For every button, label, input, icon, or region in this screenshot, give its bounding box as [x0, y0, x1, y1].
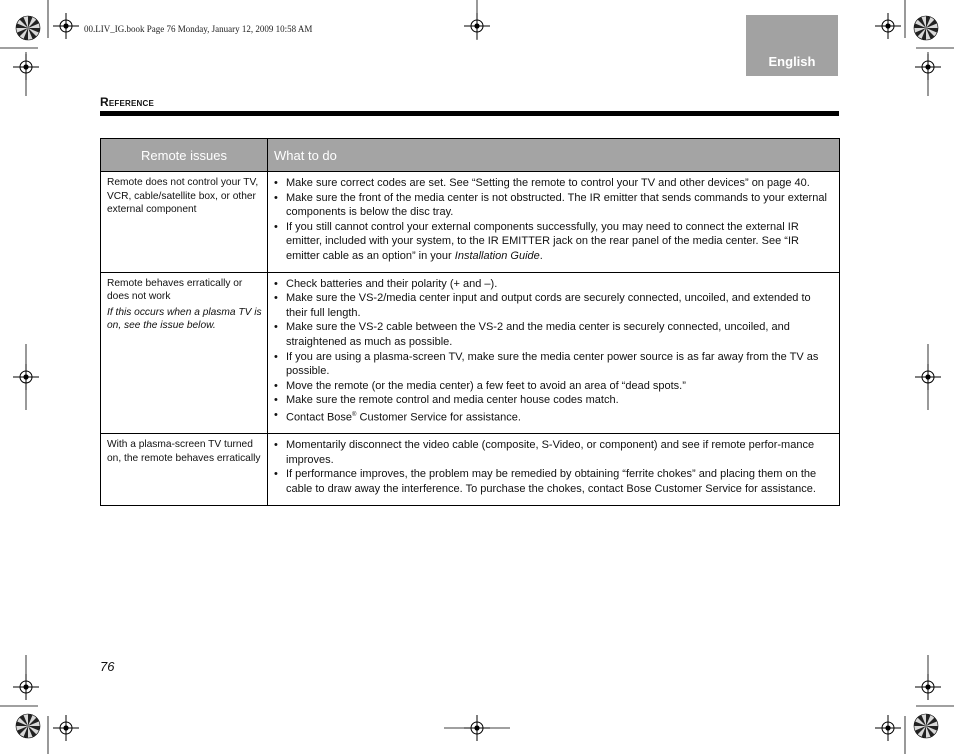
actions-cell [268, 272, 840, 434]
list-item: • Momentarily disconnect the video cable (composite, S-Video, or component) and see if remote perfor-mance improves. [274, 438, 833, 467]
list-item: • Make sure the remote control and media center house codes match. [274, 393, 833, 408]
section-title: Reference [100, 95, 155, 109]
list-item: • Move the remote (or the media center) a few feet to avoid an area of “dead spots.” [274, 379, 833, 394]
action-text-end: Customer Service for assistance. [356, 411, 521, 424]
language-tab [746, 15, 838, 76]
list-item: • Make sure correct codes are set. See “Setting the remote to control your TV and other devices” on page 40. [274, 176, 833, 191]
actions-cell [268, 172, 840, 273]
column-header-remote-issues: Remote issues [101, 139, 268, 172]
list-item: • If you are using a plasma-screen TV, make sure the media center power source is as far away from the TV as possible. [274, 350, 833, 379]
action-text: If you still cannot control your external components successfully, you may need to connect the external IR emitter, included with your system, to the IR EMITTER jack on the rear panel of the media center. See “IR emitter cable as an option” in your [286, 220, 799, 262]
issue-cell [101, 272, 268, 434]
issue-text: With a plasma-screen TV turned on, the remote behaves erratically [107, 439, 261, 464]
section-rule [100, 111, 839, 116]
list-item: • Make sure the VS-2/media center input and output cords are securely connected, uncoiled, and extended to their full length. [274, 291, 833, 320]
language-tab-label: English [768, 54, 816, 69]
action-text-end: . [539, 249, 543, 262]
action-list [274, 438, 833, 496]
list-item [274, 220, 833, 264]
issue-cell [101, 434, 268, 505]
file-info-slug: 00.LIV_IG.book Page 76 Monday, January 12, 2009 10:58 AM [84, 24, 313, 34]
issue-text: Remote behaves erratically or does not work [107, 277, 243, 303]
troubleshooting-table [100, 138, 840, 506]
issue-cell [101, 172, 268, 273]
actions-cell [268, 434, 840, 505]
issue-note: If this occurs when a plasma TV is on, see the issue below. [107, 306, 262, 332]
table-row [101, 172, 840, 273]
table-row [101, 272, 840, 434]
guide-title: Installation Guide [454, 249, 540, 262]
column-header-what-to-do: What to do [268, 139, 840, 172]
table-row [101, 434, 840, 505]
issue-text: Remote does not control your TV, VCR, cable/satellite box, or other external component [107, 177, 259, 215]
action-list [274, 176, 833, 264]
list-item: • Make sure the VS-2 cable between the VS-2 and the media center is securely connected, uncoiled, and straightened as much as possible. [274, 320, 833, 349]
table-header-row [101, 139, 840, 172]
action-list [274, 277, 833, 426]
list-item [274, 408, 833, 425]
list-item: • If performance improves, the problem may be remedied by obtaining “ferrite chokes” and placing them on the cable to draw away the interference. To purchase the chokes, contact Bose Customer Service for assistance. [274, 467, 833, 496]
list-item: • Check batteries and their polarity (+ and –). [274, 277, 833, 292]
registered-mark: ® [352, 411, 357, 418]
page-number: 76 [100, 659, 115, 674]
list-item: • Make sure the front of the media center is not obstructed. The IR emitter that sends commands to your external components is below the disc tray. [274, 191, 833, 220]
action-text: Contact Bose [286, 411, 353, 424]
